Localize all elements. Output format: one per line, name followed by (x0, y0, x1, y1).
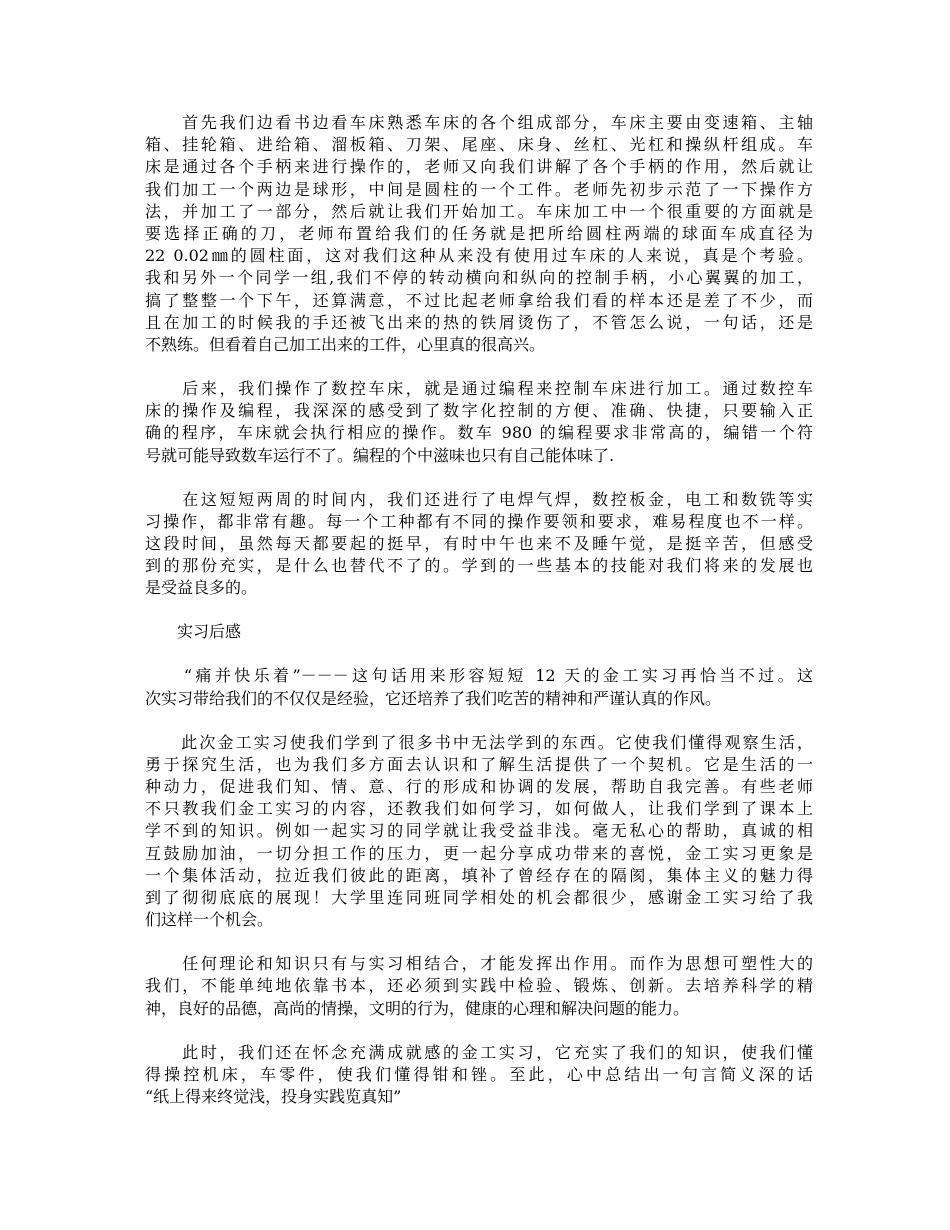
text-line: 法，并加工了一部分，然后就让我们开始加工。车床加工中一个很重要的方面就是 (145, 201, 813, 221)
text-line: 床是通过各个手柄来进行操作的，老师又向我们讲解了各个手柄的作用，然后就让 (145, 157, 813, 177)
text-line: 在这短短两周的时间内，我们还进行了电焊气焊，数控板金，电工和数铣等实 (145, 489, 813, 509)
text-line: 此次金工实习使我们学到了很多书中无法学到的东西。它使我们懂得观察生活， (145, 732, 813, 752)
text-line: 一个集体活动，拉近我们彼此的距离，填补了曾经存在的隔阂，集体主义的魅力得 (145, 865, 813, 885)
text-line: 习操作，都非常有趣。每一个工种都有不同的操作要领和要求，难易程度也不一样。 (145, 511, 813, 531)
text-line: 不熟练。但看着自己加工出来的工件，心里真的很高兴。 (145, 335, 546, 355)
paragraph-lessons (145, 732, 813, 932)
text-line: 箱、挂轮箱、进给箱、溜板箱、刀架、尾座、床身、丝杠、光杠和操纵杆组成。车 (145, 135, 813, 155)
text-line: 床的操作及编程，我深深的感受到了数字化控制的方便、准确、快捷，只要输入正 (145, 401, 813, 421)
paragraph-gap (145, 931, 813, 953)
paragraph-lathe-intro (145, 112, 813, 356)
text-line: 神，良好的品德，高尚的情操，文明的行为，健康的心理和解决问题的能力。 (145, 998, 690, 1018)
section-heading-reflection (145, 621, 813, 643)
paragraph-two-weeks (145, 489, 813, 600)
text-line: 首先我们边看书边看车床熟悉车床的各个组成部分，车床主要由变速箱、主轴 (145, 113, 813, 132)
text-line: 到的那份充实，是什么也替代不了的。学到的一些基本的技能对我们将来的发展也 (145, 556, 813, 576)
text-line: 我和另外一个同学一组,我们不停的转动横向和纵向的控制手柄，小心翼翼的加工， (145, 268, 813, 288)
text-line: 学不到的知识。例如一起实习的同学就让我受益非浅。毫无私心的帮助，真诚的相 (145, 821, 813, 841)
text-line: 我们加工一个两边是球形，中间是圆柱的一个工件。老师先初步示范了一下操作方 (145, 179, 813, 199)
text-line: 我们，不能单纯地依靠书本，还必须到实践中检验、锻炼、创新。去培养科学的精 (145, 976, 813, 996)
text-line: 这段时间，虽然每天都要起的挺早，有时中午也来不及睡午觉，是挺辛苦，但感受 (145, 534, 813, 554)
paragraph-pain-and-joy (145, 665, 813, 709)
text-line: 搞了整整一个下午，还算满意，不过比起老师拿给我们看的样本还是差了不少，而 (145, 290, 813, 310)
text-line: 次实习带给我们的不仅仅是经验，它还培养了我们吃苦的精神和严谨认真的作风。 (145, 688, 722, 708)
closing-quote: “纸上得来终觉浅，投身实践览真知” (145, 1087, 402, 1107)
text-line: 任何理论和知识只有与实习相结合，才能发挥出作用。而作为思想可塑性大的 (145, 954, 813, 974)
paragraph-theory-practice (145, 953, 813, 1020)
text-line: 确的程序，车床就会执行相应的操作。数车 980 的编程要求非常高的，编错一个符 (145, 423, 813, 443)
text-line: 种动力，促进我们知、情、意、行的形成和协调的发展，帮助自我完善。有些老师 (145, 777, 813, 797)
paragraph-gap (145, 644, 813, 666)
paragraph-conclusion (145, 1042, 813, 1109)
text-line: “痛并快乐着”－－－这句话用来形容短短 12 天的金工实习再恰当不过。这 (145, 666, 813, 686)
paragraph-cnc-lathe (145, 378, 813, 467)
paragraph-gap (145, 467, 813, 489)
text-line: 22 0.02㎜的圆柱面，这对我们这种从来没有使用过车床的人来说，真是个考验。 (145, 246, 813, 266)
text-line: 是受益良多的。 (145, 578, 258, 598)
paragraph-gap (145, 1020, 813, 1042)
text-line: 要选择正确的刀，老师布置给我们的任务就是把所给圆柱两端的球面车成直径为 (145, 224, 813, 244)
text-line: 后来，我们操作了数控车床，就是通过编程来控制车床进行加工。通过数控车 (145, 379, 813, 399)
text-line: 们这样一个机会。 (145, 910, 274, 930)
section-heading-text: 实习后感 (145, 622, 242, 642)
document-page (145, 112, 813, 1108)
text-line: 到了彻彻底底的展现！大学里连同班同学相处的机会都很少，感谢金工实习给了我 (145, 888, 813, 908)
text-line: 勇于探究生活，也为我们多方面去认识和了解生活提供了一个契机。它是生活的一 (145, 754, 813, 774)
text-line: 不只教我们金工实习的内容，还教我们如何学习，如何做人，让我们学到了课本上 (145, 799, 813, 819)
text-line: 且在加工的时候我的手还被飞出来的热的铁屑烫伤了，不管怎么说，一句话，还是 (145, 312, 813, 332)
text-line: 号就可能导致数车运行不了。编程的个中滋味也只有自己能体味了. (145, 445, 615, 465)
text-line: 互鼓励加油，一切分担工作的压力，更一起分享成功带来的喜悦，金工实习更象是 (145, 843, 813, 863)
paragraph-gap (145, 600, 813, 622)
text-line: 得操控机床，车零件，使我们懂得钳和锉。至此，心中总结出一句言简义深的话 (145, 1064, 813, 1084)
text-line: 此时，我们还在怀念充满成就感的金工实习，它充实了我们的知识，使我们懂 (145, 1042, 813, 1062)
paragraph-gap (145, 356, 813, 378)
paragraph-gap (145, 710, 813, 732)
